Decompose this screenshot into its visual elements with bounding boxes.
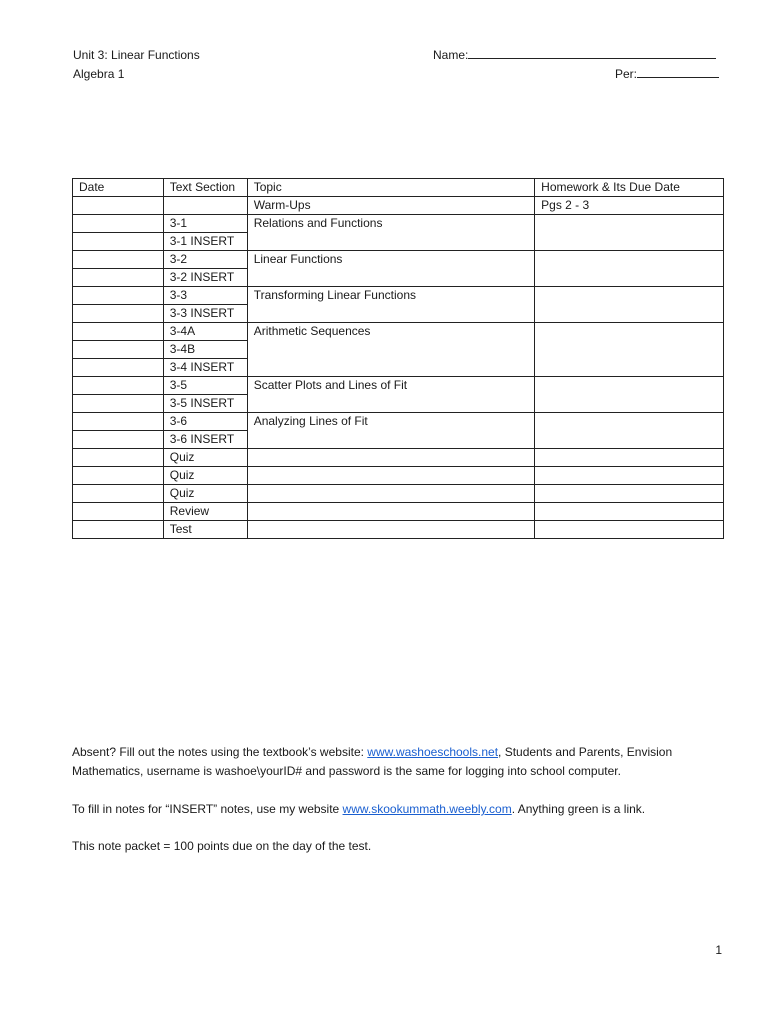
homework-cell[interactable] — [535, 323, 724, 377]
header-text-section: Text Section — [163, 179, 247, 197]
section-cell: Review — [163, 503, 247, 521]
date-cell[interactable] — [73, 359, 164, 377]
date-cell[interactable] — [73, 377, 164, 395]
name-field[interactable] — [433, 46, 716, 64]
section-cell: 3-2 — [163, 251, 247, 269]
section-cell: 3-6 — [163, 413, 247, 431]
page-number: 1 — [715, 943, 722, 957]
section-cell: 3-5 INSERT — [163, 395, 247, 413]
homework-cell[interactable] — [535, 251, 724, 287]
date-cell[interactable] — [73, 449, 164, 467]
topic-cell: Arithmetic Sequences — [247, 323, 534, 377]
table-row — [73, 251, 724, 269]
homework-cell[interactable] — [535, 503, 724, 521]
points-statement: This note packet = 100 points due on the day of the test. — [72, 839, 372, 853]
section-cell: 3-3 — [163, 287, 247, 305]
table-row — [73, 215, 724, 233]
homework-cell[interactable] — [535, 521, 724, 539]
date-cell[interactable] — [73, 413, 164, 431]
topic-cell — [247, 521, 534, 539]
table-header-row — [73, 179, 724, 197]
date-cell[interactable] — [73, 215, 164, 233]
date-cell[interactable] — [73, 341, 164, 359]
header-topic: Topic — [247, 179, 534, 197]
topic-cell: Relations and Functions — [247, 215, 534, 251]
date-cell[interactable] — [73, 305, 164, 323]
date-cell[interactable] — [73, 503, 164, 521]
section-cell: Quiz — [163, 449, 247, 467]
section-cell: 3-5 — [163, 377, 247, 395]
washoe-schools-link[interactable]: www.washoeschools.net — [367, 745, 499, 759]
table-row — [73, 449, 724, 467]
topic-cell: Transforming Linear Functions — [247, 287, 534, 323]
table-row — [73, 377, 724, 395]
topic-cell — [247, 449, 534, 467]
table-row — [73, 503, 724, 521]
homework-cell[interactable] — [535, 449, 724, 467]
table-row — [73, 323, 724, 341]
homework-cell[interactable] — [535, 485, 724, 503]
period-blank-line[interactable] — [637, 65, 719, 78]
topic-cell — [247, 467, 534, 485]
header-date: Date — [73, 179, 164, 197]
schedule-table — [72, 178, 724, 539]
table-row — [73, 413, 724, 431]
section-cell: 3-4A — [163, 323, 247, 341]
section-cell — [163, 197, 247, 215]
date-cell[interactable] — [73, 287, 164, 305]
topic-cell: Linear Functions — [247, 251, 534, 287]
section-cell: 3-4 INSERT — [163, 359, 247, 377]
date-cell[interactable] — [73, 467, 164, 485]
name-blank-line[interactable] — [468, 46, 716, 59]
date-cell[interactable] — [73, 197, 164, 215]
homework-cell[interactable] — [535, 413, 724, 449]
date-cell[interactable] — [73, 251, 164, 269]
homework-cell[interactable] — [535, 215, 724, 251]
date-cell[interactable] — [73, 485, 164, 503]
date-cell[interactable] — [73, 521, 164, 539]
insert-text-suffix: . Anything green is a link. — [511, 802, 646, 816]
absent-text-prefix: Absent? Fill out the notes using the textbook’s website: — [72, 745, 368, 759]
topic-cell: Warm-Ups — [247, 197, 534, 215]
period-field[interactable] — [615, 65, 719, 83]
insert-instructions — [72, 800, 722, 819]
table-row — [73, 485, 724, 503]
skookum-math-link[interactable]: www.skookummath.weebly.com — [342, 802, 512, 816]
unit-title: Unit 3: Linear Functions — [73, 48, 200, 62]
name-label: Name: — [433, 48, 469, 62]
section-cell: 3-4B — [163, 341, 247, 359]
homework-cell: Pgs 2 - 3 — [535, 197, 724, 215]
date-cell[interactable] — [73, 233, 164, 251]
topic-cell: Scatter Plots and Lines of Fit — [247, 377, 534, 413]
section-cell: Quiz — [163, 485, 247, 503]
section-cell: 3-6 INSERT — [163, 431, 247, 449]
table-row — [73, 467, 724, 485]
date-cell[interactable] — [73, 431, 164, 449]
table-row — [73, 287, 724, 305]
homework-cell[interactable] — [535, 377, 724, 413]
section-cell: 3-1 INSERT — [163, 233, 247, 251]
topic-cell — [247, 485, 534, 503]
homework-cell[interactable] — [535, 287, 724, 323]
homework-cell[interactable] — [535, 467, 724, 485]
topic-cell: Analyzing Lines of Fit — [247, 413, 534, 449]
section-cell: Quiz — [163, 467, 247, 485]
table-row — [73, 197, 724, 215]
date-cell[interactable] — [73, 323, 164, 341]
date-cell[interactable] — [73, 395, 164, 413]
insert-text-prefix: To fill in notes for “INSERT” notes, use my website — [72, 802, 343, 816]
topic-cell — [247, 503, 534, 521]
course-name: Algebra 1 — [73, 67, 125, 81]
section-cell: 3-3 INSERT — [163, 305, 247, 323]
section-cell: 3-2 INSERT — [163, 269, 247, 287]
section-cell: 3-1 — [163, 215, 247, 233]
header-homework: Homework & Its Due Date — [535, 179, 724, 197]
absent-instructions — [72, 743, 722, 781]
period-label: Per: — [614, 67, 637, 81]
section-cell: Test — [163, 521, 247, 539]
absent-text-suffix: , Students and Parents, Envision Mathematics, username is washoe\yourID# and password is the same for logging into school computer. — [72, 745, 673, 778]
table-row — [73, 521, 724, 539]
date-cell[interactable] — [73, 269, 164, 287]
